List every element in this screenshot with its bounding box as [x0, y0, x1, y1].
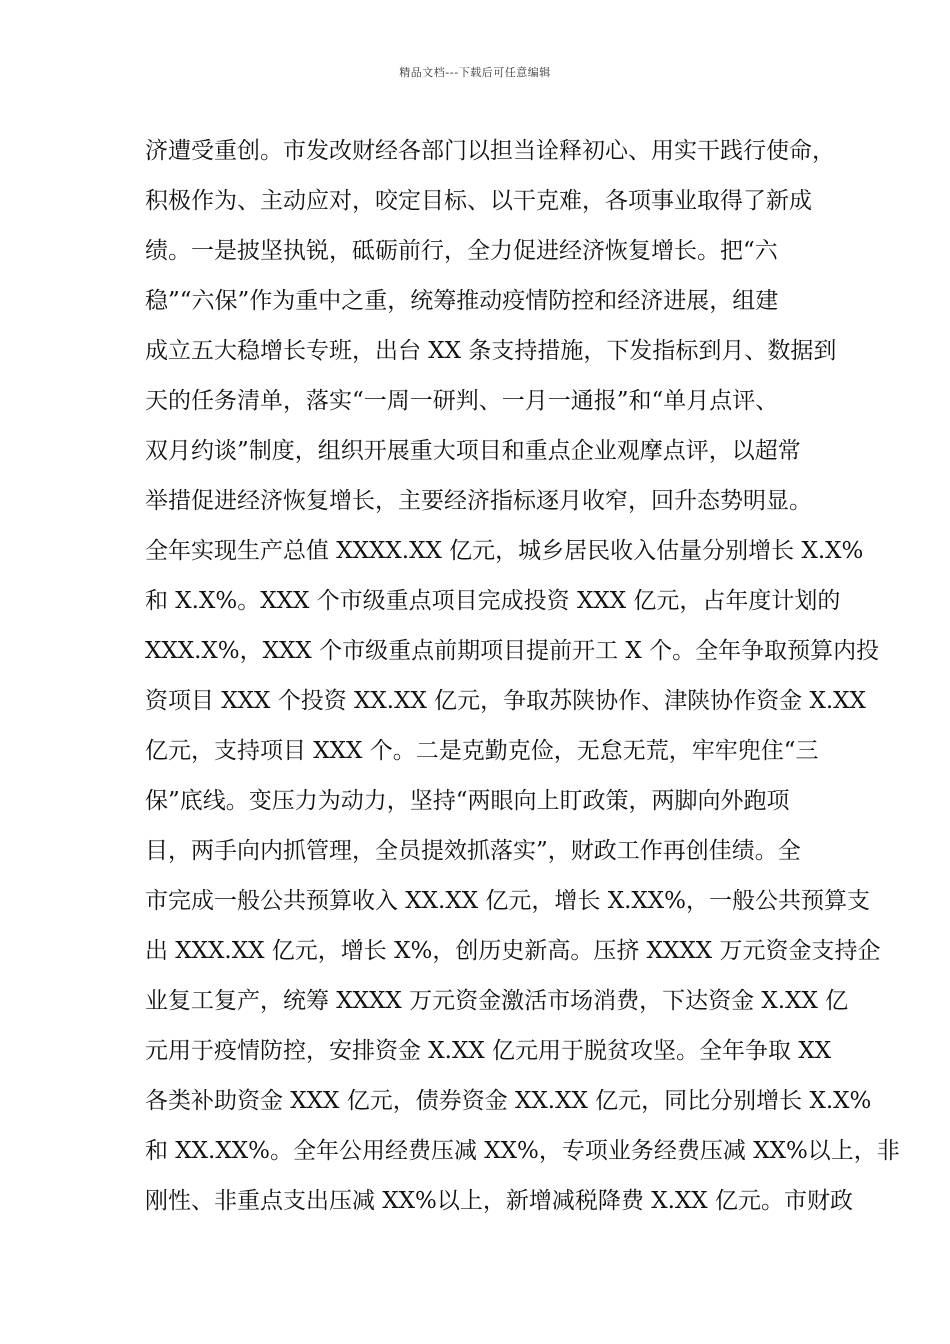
text-line: 刚性、非重点支出压减 XX%以上，新增减税降费 X.XX 亿元。市财政: [145, 1188, 853, 1214]
text-line: 业复工复产，统筹 XXXX 万元资金激活市场消费，下达资金 X.XX 亿: [145, 988, 849, 1014]
page-header: 精品文档---下载后可任意编辑: [399, 66, 551, 79]
text-line: 保”底线。变压力为动力，坚持“两眼向上盯政策，两脚向外跑项: [145, 788, 790, 814]
text-line: XXX.X%，XXX 个市级重点前期项目提前开工 X 个。全年争取预算内投: [145, 638, 880, 664]
text-line: 绩。一是披坚执锐，砥砺前行，全力促进经济恢复增长。把“六: [145, 238, 778, 264]
text-line: 和 XX.XX%。全年公用经费压减 XX%，专项业务经费压减 XX%以上，非: [145, 1138, 900, 1164]
text-line: 亿元，支持项目 XXX 个。二是克勤克俭，无怠无荒，牢牢兜住“三: [145, 738, 819, 764]
text-line: 元用于疫情防控，安排资金 X.XX 亿元用于脱贫攻坚。全年争取 XX: [145, 1038, 832, 1064]
text-line: 目，两手向内抓管理，全员提效抓落实”，财政工作再创佳绩。全: [145, 838, 801, 864]
text-line: 市完成一般公共预算收入 XX.XX 亿元，增长 X.XX%，一般公共预算支: [145, 888, 871, 914]
text-line: 全年实现生产总值 XXXX.XX 亿元，城乡居民收入估量分别增长 X.X%: [145, 538, 864, 564]
text-line: 双月约谈”制度，组织开展重大项目和重点企业观摩点评，以超常: [145, 438, 801, 464]
text-line: 和 X.X%。XXX 个市级重点项目完成投资 XXX 亿元，占年度计划的: [145, 588, 841, 614]
text-line: 济遭受重创。市发改财经各部门以担当诠释初心、用实干践行使命，: [145, 138, 835, 164]
text-line: 成立五大稳增长专班，出台 XX 条支持措施，下发指标到月、数据到: [145, 338, 837, 364]
body-text: [145, 126, 900, 1226]
text-line: 出 XXX.XX 亿元，增长 X%，创历史新高。压挤 XXXX 万元资金支持企: [145, 938, 881, 964]
text-line: 举措促进经济恢复增长，主要经济指标逐月收窄，回升态势明显。: [145, 488, 812, 514]
text-line: 稳”“六保”作为重中之重，统筹推动疫情防控和经济进展，组建: [145, 288, 779, 314]
text-line: 资项目 XXX 个投资 XX.XX 亿元，争取苏陕协作、津陕协作资金 X.XX: [145, 688, 866, 714]
text-line: 各类补助资金 XXX 亿元，债券资金 XX.XX 亿元，同比分别增长 X.X%: [145, 1088, 872, 1114]
text-line: 天的任务清单，落实“一周一研判、一月一通报”和“单月点评、: [145, 388, 779, 414]
text-line: 积极作为、主动应对，咬定目标、以干克难，各项事业取得了新成: [145, 188, 812, 214]
